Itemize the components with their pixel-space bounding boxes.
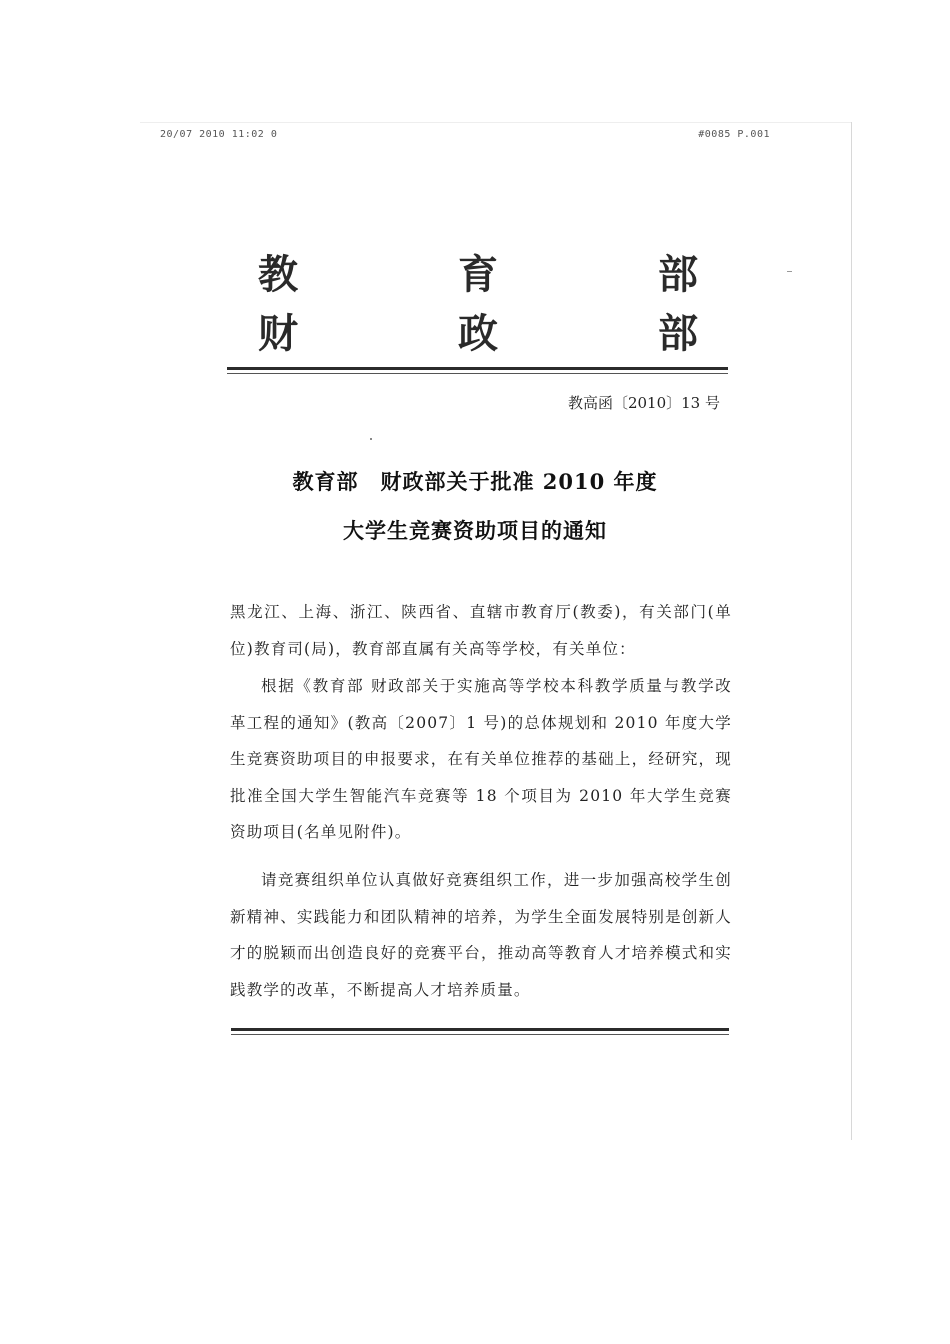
document-title-line2: 大学生竞赛资助项目的通知 bbox=[343, 518, 607, 543]
header-divider bbox=[227, 367, 728, 370]
header-divider-thin bbox=[227, 373, 728, 374]
footer-divider bbox=[231, 1028, 729, 1031]
scan-edge bbox=[851, 122, 852, 1140]
scan-speck bbox=[787, 271, 792, 272]
fax-timestamp: 20/07 2010 11:02 0 bbox=[160, 129, 278, 140]
footer-divider-thin bbox=[231, 1034, 729, 1035]
body-paragraph: 请竞赛组织单位认真做好竞赛组织工作，进一步加强高校学生创新精神、实践能力和团队精神的培养，为学生全面发展特别是创新人才的脱颖而出创造良好的竞赛平台，推动高等教育人才培养模式和实践教学的改革，不断提高人才培养质量。 bbox=[230, 871, 732, 999]
scan-speck bbox=[370, 438, 372, 440]
document-number: 教高函〔2010〕13 号 bbox=[567, 394, 720, 412]
body-paragraph: 根据《教育部 财政部关于实施高等学校本科教学质量与教学改革工程的通知》(教高〔2007〕1 号)的总体规划和 2010 年度大学生竞赛资助项目的申报要求，在有关单位推荐的基础上，经研究，现批准全国大学生智能汽车竞赛等 18 个项目为 2010 年大学生竞赛资助项目(名单见附件)。 bbox=[230, 677, 732, 841]
fax-page-number: #0085 P.001 bbox=[698, 129, 770, 140]
issuer-char: 财 bbox=[258, 310, 298, 357]
issuer-char: 教 bbox=[258, 251, 298, 298]
document-title-line1: 教育部 财政部关于批准 2010 年度 bbox=[292, 469, 658, 494]
issuer-line-education bbox=[258, 243, 698, 300]
issuer-char: 部 bbox=[658, 251, 698, 298]
salutation: 黑龙江、上海、浙江、陕西省、直辖市教育厅(教委)，有关部门(单位)教育司(局)，教育部直属有关高等学校，有关单位： bbox=[230, 603, 732, 658]
issuer-char: 政 bbox=[458, 310, 498, 357]
issuer-line-finance bbox=[258, 302, 698, 359]
scan-edge bbox=[140, 122, 852, 123]
issuer-char: 育 bbox=[458, 251, 498, 298]
issuer-char: 部 bbox=[658, 310, 698, 357]
